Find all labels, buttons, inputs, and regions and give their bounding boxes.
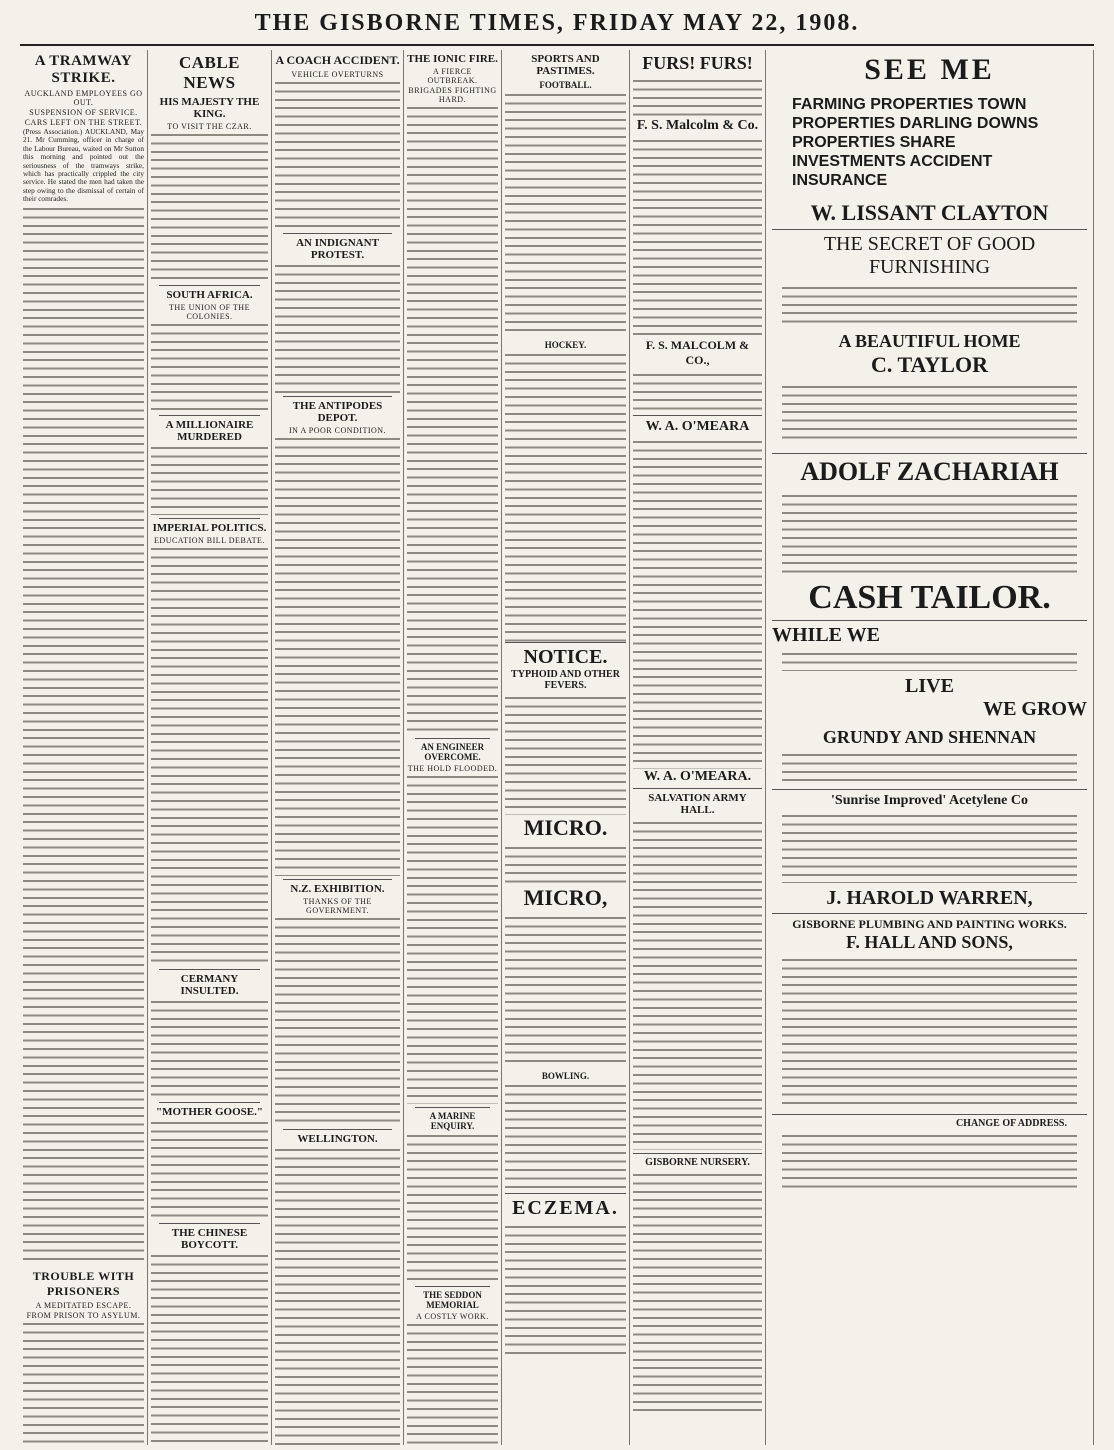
ad-title: 'Sunrise Improved' Acetylene Co xyxy=(831,793,1028,808)
headline: SOUTH AFRICA. xyxy=(166,289,253,301)
headline: TROUBLE WITH PRISONERS xyxy=(32,1268,135,1298)
article-body xyxy=(151,1253,268,1445)
ad-title: ADOLF ZACHARIAH xyxy=(800,457,1059,486)
ad-title: THE SECRET OF GOOD FURNISHING xyxy=(823,233,1036,278)
article-body xyxy=(151,322,268,412)
ad-body: FARMING PROPERTIES TOWN PROPERTIES DARLING DOWNS PROPERTIES SHARE INVESTMENTS ACCIDENT INSURANCE xyxy=(792,96,1039,189)
advertisement xyxy=(772,913,1087,1114)
divider xyxy=(415,1107,490,1108)
ad-body xyxy=(505,845,626,885)
subheading: THANKS OF THE GOVERNMENT. xyxy=(303,897,372,915)
ad-title: CASH TAILOR. xyxy=(808,579,1051,616)
column-2 xyxy=(148,50,272,1445)
headline: WELLINGTON. xyxy=(297,1133,378,1145)
headline: N.Z. EXHIBITION. xyxy=(290,883,385,895)
subheading: IN A POOR CONDITION. xyxy=(288,426,387,435)
headline: CABLE NEWS xyxy=(178,53,241,92)
article-text: (Press Association.) AUCKLAND, May 21. Mr Cumming, officer in charge of the Labour Bureau, waited on Mr Sutton this morning and pointed out the seriousness of the tramways strike, which has practically crippled the city service. He stated the men had taken the step owing to the dismissal of certain of their comrades. xyxy=(23,127,144,204)
advertisement xyxy=(772,620,1087,789)
divider xyxy=(159,285,260,286)
ad-body xyxy=(633,820,762,1150)
ad-title: SALVATION ARMY HALL. xyxy=(648,792,747,816)
subheading: AUCKLAND EMPLOYEES GO OUT. xyxy=(24,89,143,107)
headline: A TRAMWAY STRIKE. xyxy=(34,53,133,86)
ad-title: W. A. O'MEARA xyxy=(645,419,750,434)
ad-title: C. TAYLOR xyxy=(871,352,988,377)
advertisement xyxy=(772,1114,1087,1200)
ad-title: WHILE WE xyxy=(772,624,880,646)
article-body xyxy=(23,1321,144,1445)
subheading: EDUCATION BILL DEBATE. xyxy=(154,536,265,545)
ad-title: ECZEMA. xyxy=(512,1197,619,1219)
subheading: FROM PRISON TO ASYLUM. xyxy=(26,1310,141,1320)
headline: HOCKEY. xyxy=(544,340,587,350)
article-body xyxy=(505,92,626,337)
ad-body xyxy=(782,384,1077,444)
advertisement xyxy=(633,415,762,788)
article-body xyxy=(407,105,498,735)
divider xyxy=(283,396,392,397)
divider xyxy=(159,1223,260,1224)
article-body xyxy=(505,352,626,642)
ad-body xyxy=(782,752,1077,782)
ad-title: GRUNDY AND SHENNAN xyxy=(822,727,1037,747)
headline: SPORTS AND PASTIMES. xyxy=(531,53,600,77)
divider xyxy=(159,969,260,970)
divider xyxy=(159,518,260,519)
ad-title: A BEAUTIFUL HOME xyxy=(838,331,1021,351)
masthead-title: THE GISBORNE TIMES, FRIDAY MAY 22, 1908. xyxy=(254,10,860,36)
divider xyxy=(283,879,392,880)
subheading: CARS LEFT ON THE STREET. xyxy=(24,118,143,127)
article-body xyxy=(23,206,144,1266)
subheading: BRIGADES FIGHTING HARD. xyxy=(408,86,497,104)
ad-body xyxy=(782,1133,1077,1193)
ad-title: FURS! FURS! xyxy=(642,53,753,73)
headline: AN INDIGNANT PROTEST. xyxy=(296,237,379,261)
ad-body xyxy=(505,695,626,815)
ad-title: F. S. MALCOLM & CO., xyxy=(645,338,750,367)
column-7 xyxy=(766,50,1094,1445)
divider xyxy=(283,233,392,234)
subheading: A MEDITATED ESCAPE. xyxy=(35,1300,132,1310)
ad-title: SEE ME xyxy=(864,53,995,86)
article-body xyxy=(275,916,400,1126)
article-body xyxy=(275,263,400,393)
advertisement xyxy=(772,789,1087,913)
ad-subtitle: TYPHOID AND OTHER FEVERS. xyxy=(511,669,620,691)
headline: THE CHINESE BOYCOTT. xyxy=(171,1227,248,1251)
article-body xyxy=(407,774,498,1104)
headline: AN ENGINEER OVERCOME. xyxy=(420,742,485,762)
ad-title: WE GROW xyxy=(983,698,1087,720)
ad-body xyxy=(782,813,1077,883)
advertisement xyxy=(505,1193,626,1357)
ad-body xyxy=(633,78,762,118)
ad-title: LIVE xyxy=(905,675,954,697)
article-body xyxy=(151,445,268,515)
ad-body xyxy=(633,138,762,338)
article-body xyxy=(407,1322,498,1445)
article-body xyxy=(505,1083,626,1193)
ad-body xyxy=(505,915,626,1065)
divider xyxy=(415,1286,490,1287)
ad-title: MICRO. xyxy=(523,815,608,840)
column-3 xyxy=(272,50,404,1445)
divider xyxy=(415,738,490,739)
ad-body xyxy=(505,1224,626,1354)
ad-title: J. HAROLD WARREN, xyxy=(826,887,1033,909)
headline: IMPERIAL POLITICS. xyxy=(152,522,267,534)
subheading: SUSPENSION OF SERVICE. xyxy=(29,108,138,117)
masthead-rule xyxy=(20,44,1094,46)
headline: THE ANTIPODES DEPOT. xyxy=(292,400,383,424)
headline: FOOTBALL. xyxy=(539,80,592,90)
column-6 xyxy=(630,50,766,1445)
ad-title: NOTICE. xyxy=(523,646,608,668)
ad-body xyxy=(782,651,1077,671)
advertisement xyxy=(772,50,1087,229)
article-body xyxy=(275,80,400,230)
article-body xyxy=(151,1120,268,1220)
headline: THE IONIC FIRE. xyxy=(407,53,498,65)
divider xyxy=(159,1102,260,1103)
headline: CERMANY INSULTED. xyxy=(180,973,239,997)
advertisement xyxy=(772,453,1087,620)
article-body xyxy=(151,132,268,282)
article-body xyxy=(407,1133,498,1283)
subheading: A COSTLY WORK. xyxy=(416,1312,489,1321)
headline: HIS MAJESTY THE KING. xyxy=(159,96,260,120)
headline: BOWLING. xyxy=(541,1071,590,1081)
subheading: A FIERCE OUTBREAK. xyxy=(427,67,478,85)
headline: A COACH ACCIDENT. xyxy=(275,53,400,67)
headline: THE SEDDON MEMORIAL xyxy=(423,1290,482,1310)
ad-body xyxy=(633,1172,762,1412)
subheading: THE UNION OF THE COLONIES. xyxy=(169,303,250,321)
ad-body xyxy=(633,372,762,412)
advertisement xyxy=(633,1153,762,1415)
advertisement xyxy=(505,642,626,1068)
article-body xyxy=(151,999,268,1099)
subheading: VEHICLE OVERTURNS xyxy=(291,70,384,79)
ad-title: W. LISSANT CLAYTON xyxy=(810,200,1049,225)
article-body xyxy=(275,436,400,876)
ad-title: GISBORNE PLUMBING AND PAINTING WORKS. xyxy=(792,917,1067,931)
subheading: THE HOLD FLOODED. xyxy=(407,764,498,773)
advertisement xyxy=(633,788,762,1153)
ad-title: F. HALL AND SONS, xyxy=(846,932,1013,952)
ad-title: GISBORNE NURSERY. xyxy=(645,1157,750,1168)
article-body xyxy=(151,546,268,966)
ad-title: F. S. Malcolm & Co. xyxy=(636,118,759,133)
ad-title: CHANGE OF ADDRESS. xyxy=(955,1118,1067,1129)
ad-title: W. A. O'MEARA. xyxy=(643,769,752,784)
advertisement xyxy=(633,50,762,415)
ad-body xyxy=(633,439,762,769)
divider xyxy=(283,1129,392,1130)
headline: A MILLIONAIRE MURDERED xyxy=(165,419,254,443)
masthead xyxy=(0,0,1114,44)
ad-body xyxy=(782,285,1077,325)
headline: "MOTHER GOOSE." xyxy=(156,1106,263,1118)
divider xyxy=(159,415,260,416)
column-5 xyxy=(502,50,630,1445)
subheading: TO VISIT THE CZAR. xyxy=(167,122,252,131)
headline: A MARINE ENQUIRY. xyxy=(429,1111,476,1131)
column-4 xyxy=(404,50,502,1445)
article-body xyxy=(275,1147,400,1445)
ad-body xyxy=(782,493,1077,573)
column-1 xyxy=(20,50,148,1445)
ad-body xyxy=(782,957,1077,1107)
ad-title: MICRO, xyxy=(523,885,608,910)
advertisement xyxy=(772,229,1087,453)
